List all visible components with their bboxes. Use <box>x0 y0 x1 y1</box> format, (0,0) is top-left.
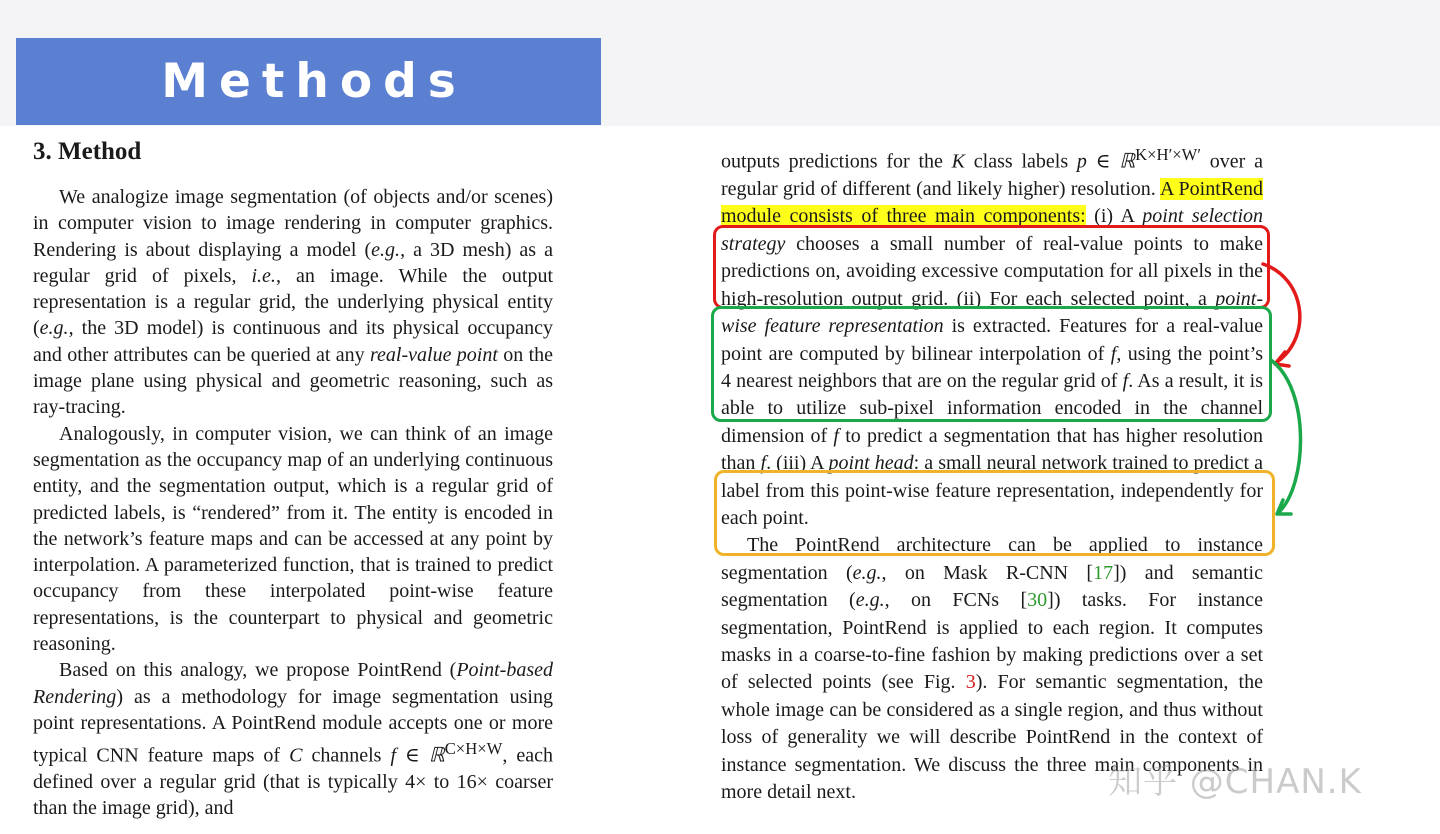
left-column <box>33 184 553 822</box>
highlighted-sentence: A PointRend module consists of three main components: <box>721 178 1264 228</box>
figure-reference-link[interactable]: 3 <box>965 671 976 694</box>
section-heading: 3. Method <box>33 138 142 165</box>
right-paragraph-1: outputs predictions for the K class labels p ∈ ℝ$^{K\times H'\times W'}$ over a regular grid of different (and likely higher) resolution. A PointRend module consists of three main components: (i) A point selection strategy chooses a small number of real-value points to make predictions on, avoiding excessive computation for all pixels in the high-resolution output grid. (ii) For each selected point, a point-wise feature representation is extracted. Features for a real-value point are computed by bilinear interpolation of f, using the point’s 4 nearest neighbors that are on the regular grid of f. As a result, it is able to utilize sub-pixel information encoded in the channel dimension of f to predict a segmentation that has higher resolution than f. (iii) A point head: a small neural network trained to predict a label from this point-wise feature representation, independently for each point. <box>721 145 1264 529</box>
watermark: 知乎 @CHAN.K <box>1108 762 1362 802</box>
green-arrow <box>1271 360 1301 512</box>
banner-title: Methods <box>161 54 467 109</box>
red-arrow <box>1263 264 1300 362</box>
right-column <box>721 141 1263 806</box>
left-paragraph-1: We analogize image segmentation (of objects and/or scenes) in computer vision to image rendering in computer graphics. Rendering is about displaying a model (e.g., a 3D mesh) as a regular grid of pixels, i.e., an image. While the output representation is a regular grid, the underlying physical entity (e.g., the 3D model) is continuous and its physical occupancy and other attributes can be queried at any real-value point on the image plane using physical and geometric reasoning, such as ray-tracing. <box>33 186 554 419</box>
left-paragraph-2: Analogously, in computer vision, we can think of an image segmentation as the occupancy map of an underlying continuous entity, and the segmentation output, which is a regular grid of predicted labels, is “rendered” from it. The entity is encoded in the network’s feature maps and can be accessed at any point by interpolation. A parameterized function, that is trained to predict occupancy from these interpolated point-wise feature representations, is the counterpart to physical and geometric reasoning. <box>33 422 553 656</box>
citation-link[interactable]: 17 <box>1093 561 1114 584</box>
annotation-arrows <box>1255 250 1325 530</box>
left-paragraph-3: Based on this analogy, we propose PointRend (Point-based Rendering) as a methodology for image segmentation using point representations. A PointRend module accepts one or more typical CNN feature maps of C channels f ∈ ℝ$^{C\times H\times W}$, each defined over a regular grid (that is typically 4× to 16× coarser than the image grid), and <box>33 659 553 820</box>
title-banner <box>16 38 601 125</box>
citation-link[interactable]: 30 <box>1027 589 1048 612</box>
right-paragraph-2: The PointRend architecture can be applied to instance segmentation (e.g., on Mask R-CNN [17]) and semantic segmentation (e.g., on FCNs [30]) tasks. For instance segmentation, PointRend is applied to each region. It computes masks in a coarse-to-fine fashion by making predictions over a set of selected points (see Fig. 3). For semantic segmentation, the whole image can be considered as a single region, and thus without loss of generality we will describe PointRend in the context of instance segmentation. We discuss the three main components in more detail next. <box>721 534 1263 803</box>
